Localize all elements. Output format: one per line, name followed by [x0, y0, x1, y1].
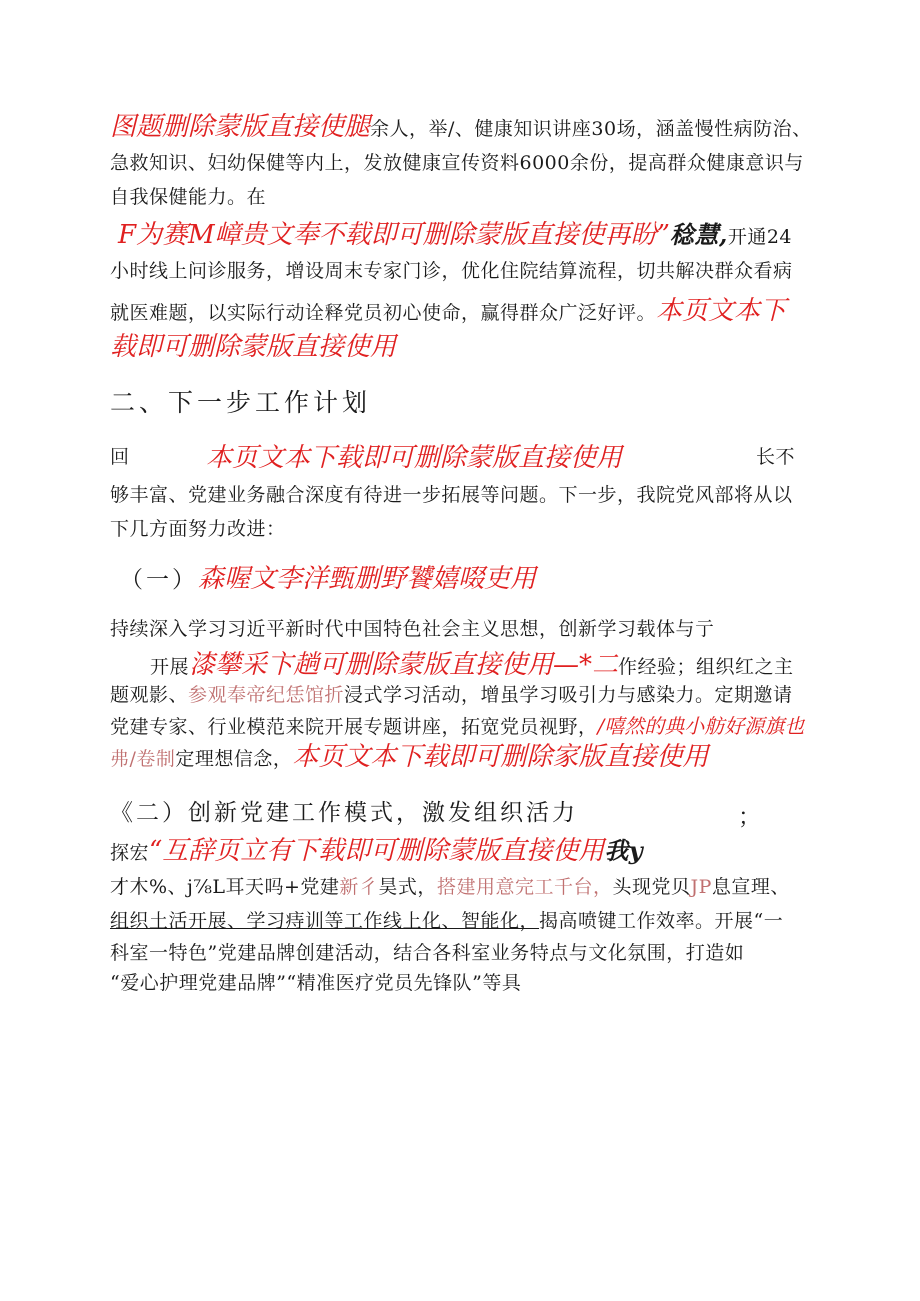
body-text: 作经验；组织红之主 [618, 656, 794, 678]
paragraph-line-16 [110, 838, 643, 864]
body-text: 科室一特色”党建品牌创建活动，结合各科室业务特点与文化氛围，打造如 [110, 942, 745, 964]
body-text: 急救知识、妇幼保健等内上，发放健康宣传资料6000余份，提高群众健康意识与 [110, 152, 804, 174]
body-text: 小时线上问诊服务，增设周末专家门诊，优化住院结算流程，切共解决群众看病 [110, 260, 793, 282]
body-text: 探宏 [110, 842, 150, 864]
paragraph-line-7 [110, 334, 396, 360]
watermark-text: 森喔文李洋甄删野饕嬉啜吏用 [198, 564, 537, 594]
body-text: 持续深入学习习近平新时代中国特色社会主义思想，创新学习载体与亍 [110, 618, 715, 640]
paragraph-line-15 [110, 744, 708, 770]
watermark-text: /嘻然的典小舫好源旗也 [597, 714, 805, 738]
faded-text: 参观奉帝纪恁馆折 [188, 684, 345, 706]
paragraph-line-10 [110, 520, 286, 539]
subheading-text: 《二）创新党建工作模式，激发组织活力 [110, 800, 578, 826]
body-text: 就医难题，以实际行动诠释党员初心使命，赢得群众广泛好评。 [110, 302, 657, 324]
watermark-text: 图题删除蒙版直接使腿 [110, 112, 371, 142]
paragraph-line-17 [110, 878, 790, 897]
body-text: 昊式， [378, 876, 437, 898]
paragraph-line-1 [110, 114, 812, 140]
faded-text: JP [690, 876, 712, 898]
watermark-text: “互辞页立有下载即可删除蒙版直接使用 [149, 836, 605, 866]
subheading-number: （一） [120, 567, 198, 593]
watermark-text: 载即可删除蒙版直接使用 [110, 332, 397, 362]
paragraph-line-6 [110, 298, 786, 324]
paragraph-line-18 [110, 912, 783, 931]
watermark-text: 本页文本下载即可删除家版直接使用 [292, 742, 709, 772]
body-text: 才木%、j⅞L耳天吗+党建 [110, 876, 340, 898]
body-text: 下几方面努力改进： [110, 518, 286, 540]
paragraph-line-20 [110, 974, 521, 993]
paragraph-line-8 [110, 443, 796, 473]
paragraph-line-14 [110, 716, 804, 737]
body-text: 定理想信念， [175, 748, 293, 770]
body-text: 揭高喷键工作效率。开展“一 [539, 910, 784, 932]
body-text: 头现党贝 [612, 876, 691, 898]
body-text: 息宣理、 [711, 876, 790, 898]
body-text-bold: 我y [604, 836, 644, 865]
faded-text: 搭建用意完工千台， [436, 876, 613, 898]
body-text: 开展 [150, 656, 190, 678]
paragraph-line-3 [110, 188, 266, 207]
paragraph-line-19 [110, 944, 744, 963]
watermark-text: F为赛M嶂贵文奉不载即可删除蒙版直接使再盼” [118, 220, 670, 250]
section-heading [110, 390, 371, 415]
body-text: 回 [110, 446, 130, 468]
paragraph-line-4 [118, 222, 792, 248]
subheading-1 [120, 566, 536, 592]
faded-text: 弗/卷制 [110, 748, 176, 770]
underlined-text: 组织土活开展、学习痔训等工作线上化、智能化， [110, 910, 540, 932]
faded-text: 新彳 [339, 876, 379, 898]
body-text-bold: 稔慧, [669, 220, 728, 249]
body-text: 浸式学习活动，增虽学习吸引力与感染力。定期邀请 [344, 684, 793, 706]
body-text: 开通24 [727, 226, 793, 248]
body-text: 自我保健能力。在 [110, 186, 267, 208]
body-text: 余人，举/、健康知识讲座30场，涵盖慢性病防治、 [370, 118, 812, 140]
paragraph-line-11 [110, 620, 715, 639]
watermark-text: 本页文本下 [656, 296, 787, 326]
subheading-2 [110, 800, 764, 830]
paragraph-line-5 [110, 262, 793, 281]
body-text: 长不 [756, 446, 796, 468]
body-text: 题观影、 [110, 684, 189, 706]
paragraph-line-13 [110, 686, 793, 705]
paragraph-line-2 [110, 154, 804, 173]
paragraph-line-9 [110, 486, 793, 505]
stray-mark: ； [738, 804, 764, 830]
heading-text: 二、下一步工作计划 [110, 388, 372, 417]
paragraph-line-12 [150, 652, 794, 678]
watermark-text: 本页文本下载即可删除蒙版直接使用 [206, 443, 623, 473]
body-text: 够丰富、党建业务融合深度有待进一步拓展等问题。下一步，我院党风部将从以 [110, 484, 793, 506]
watermark-text: 漆攀采卞趟可删除蒙版直接使用—*二 [189, 650, 619, 680]
body-text: “爱心护理党建品牌”“精准医疗党员先锋队”等具 [110, 972, 522, 994]
body-text: 党建专家、行业模范来院开展专题讲座，拓宽党员视野， [110, 716, 598, 738]
